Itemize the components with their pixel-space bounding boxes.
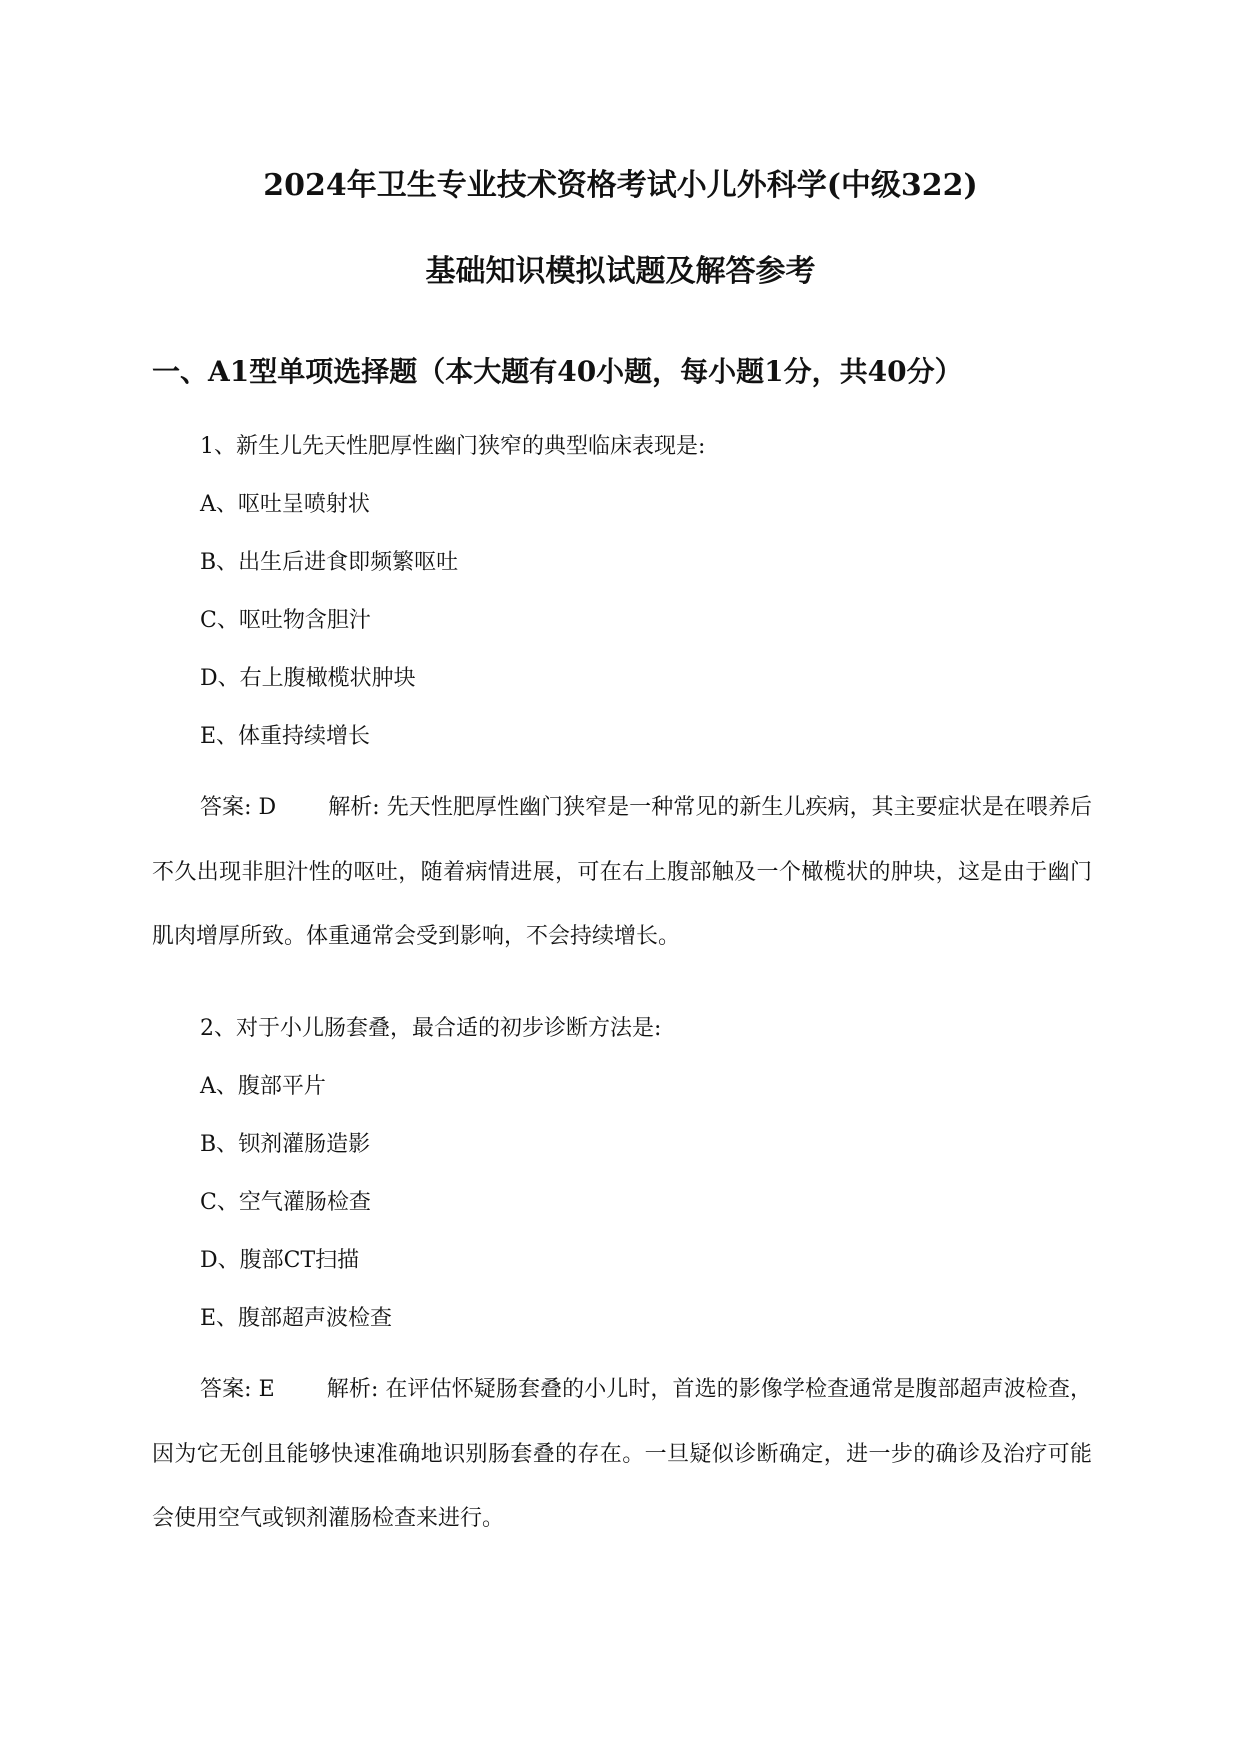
question-2-answer-block xyxy=(152,1358,1092,1552)
question-2-option-a: A、腹部平片 xyxy=(200,1074,326,1099)
question-1-stem: 1、新生儿先天性肥厚性幽门狭窄的典型临床表现是: xyxy=(200,434,706,459)
question-2-option-d: D、腹部CT扫描 xyxy=(200,1248,360,1273)
section-heading: 一、A1型单项选择题（本大题有40小题，每小题1分，共40分） xyxy=(152,355,963,388)
question-1-option-a: A、呕吐呈喷射状 xyxy=(200,492,370,517)
question-2-explanation: 解析: 在评估怀疑肠套叠的小儿时，首选的影像学检查通常是腹部超声波检查，因为它无创且能够快速准确地识别肠套叠的存在。一旦疑似诊断确定，进一步的确诊及治疗可能会使用空气或钡剂灌肠检查来进行。 xyxy=(152,1377,1092,1531)
document-title-line-2: 基础知识模拟试题及解答参考 xyxy=(425,254,816,289)
question-2-option-e: E、腹部超声波检查 xyxy=(200,1306,393,1331)
question-1-explanation: 解析: 先天性肥厚性幽门狭窄是一种常见的新生儿疾病，其主要症状是在喂养后不久出现非胆汁性的呕吐，随着病情进展，可在右上腹部触及一个橄榄状的肿块，这是由于幽门肌肉增厚所致。体重通常会受到影响，不会持续增长。 xyxy=(152,795,1092,949)
question-1-option-d: D、右上腹橄榄状肿块 xyxy=(200,666,416,691)
question-2-stem: 2、对于小儿肠套叠，最合适的初步诊断方法是: xyxy=(200,1016,662,1041)
question-1-option-c: C、呕吐物含胆汁 xyxy=(200,608,371,633)
question-1-option-e: E、体重持续增长 xyxy=(200,724,371,749)
question-2-answer: 答案: E xyxy=(200,1377,275,1402)
question-1-answer-block xyxy=(152,776,1092,970)
question-2-option-b: B、钡剂灌肠造影 xyxy=(200,1132,371,1157)
question-2-option-c: C、空气灌肠检查 xyxy=(200,1190,371,1215)
question-1-option-b: B、出生后进食即频繁呕吐 xyxy=(200,550,459,575)
question-1-answer: 答案: D xyxy=(200,795,277,820)
document-title-line-1: 2024年卫生专业技术资格考试小儿外科学(中级322) xyxy=(263,168,978,203)
